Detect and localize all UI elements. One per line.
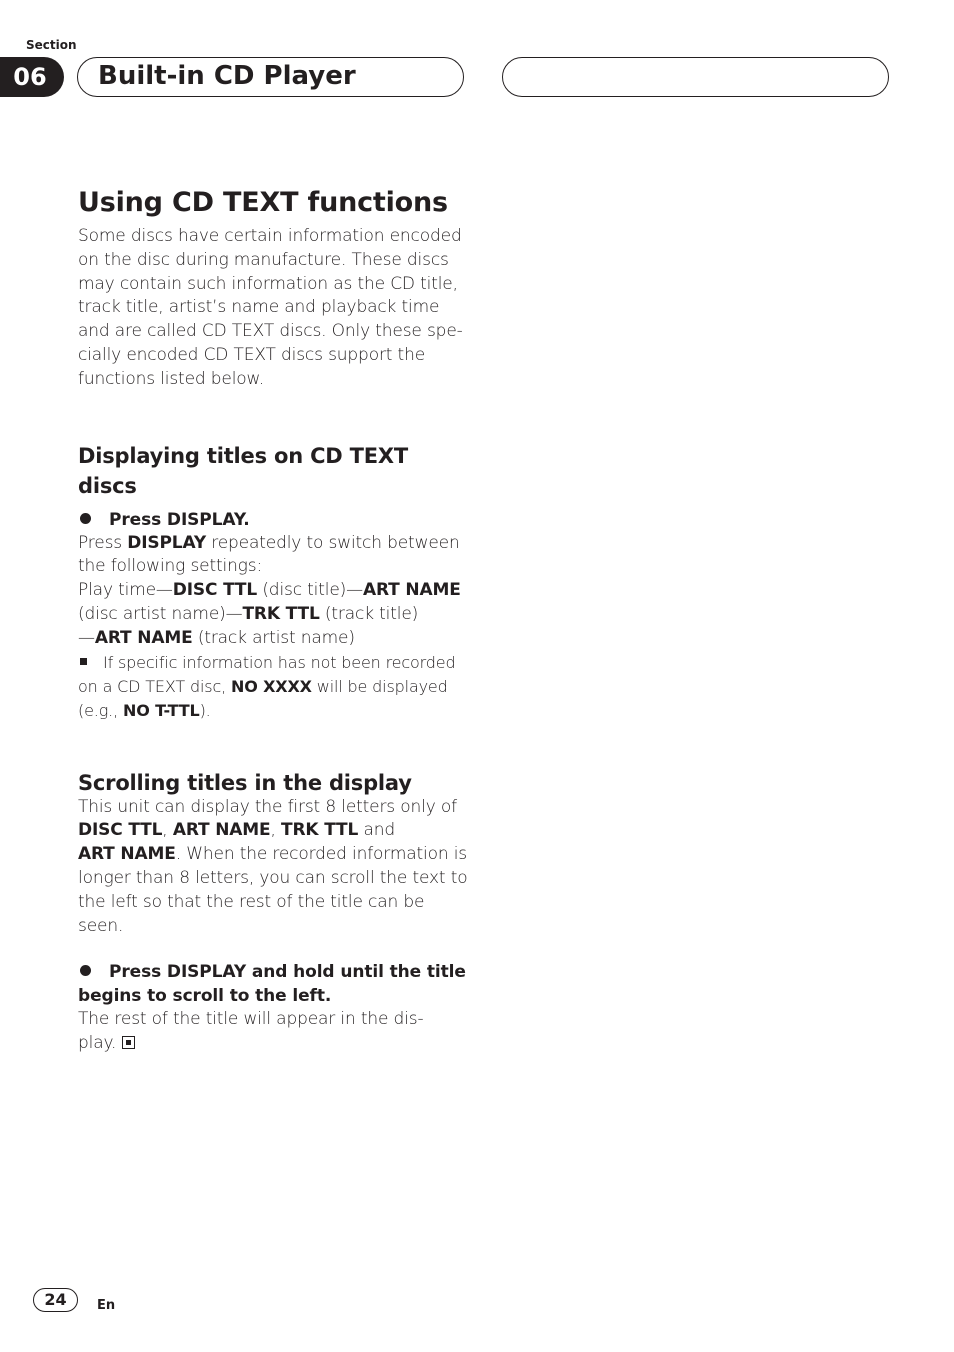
intro-line: Some discs have certain information encoded [78, 226, 462, 246]
intro-line: functions listed below. [78, 368, 264, 389]
intro-line: track title, artist’s name and playback time [78, 297, 440, 318]
intro-line: and are called CD TEXT discs. Only these spe- [78, 321, 463, 342]
bullet-icon [80, 965, 91, 976]
scrolling-paragraph: This unit can display the first 8 letters only of DISC TTL, ART NAME, TRK TTL and ART NAME. When the recorded information is longer than 8 letters, you can scroll the text to the left so that the rest of the title can be seen. [78, 796, 468, 936]
main-content [78, 185, 470, 1056]
section-label: Section [26, 38, 77, 52]
scroll-result-paragraph: The rest of the title will appear in the dis- play. [78, 1009, 424, 1054]
section-number-tab: 06 [0, 57, 64, 97]
end-of-section-icon [122, 1036, 135, 1049]
intro-line: cially encoded CD TEXT discs support the [78, 344, 425, 365]
language-code: En [97, 1298, 116, 1313]
note-bullet-icon [80, 658, 87, 665]
intro-line: on the disc during manufacture. These discs [78, 249, 449, 270]
intro-line: may contain such information as the CD title, [78, 273, 458, 294]
step-press-hold-display: Press DISPLAY and hold until the title begins to scroll to the left. [78, 962, 466, 1007]
subheading-scrolling-titles: Scrolling titles in the display [78, 770, 412, 795]
intro-paragraph [78, 225, 470, 392]
section-title: Built-in CD Player [98, 61, 356, 91]
bullet-icon [80, 513, 91, 524]
step-press-display: Press DISPLAY. [78, 508, 470, 532]
header-empty-box [502, 57, 889, 97]
page-number: 24 [33, 1288, 78, 1312]
display-settings-paragraph: Press DISPLAY repeatedly to switch between the following settings: Play time—DISC TTL (disc title)—ART NAME (disc artist name)—TRK TTL (track title) —ART NAME (track artist name) [78, 532, 461, 648]
section-title-box [77, 57, 464, 97]
note-paragraph: If specific information has not been recorded on a CD TEXT disc, NO XXXX will be displayed (e.g., NO T-TTL). [78, 652, 456, 720]
page-title: Using CD TEXT functions [78, 187, 448, 218]
subheading-displaying-titles: Displaying titles on CD TEXT discs [78, 443, 409, 498]
